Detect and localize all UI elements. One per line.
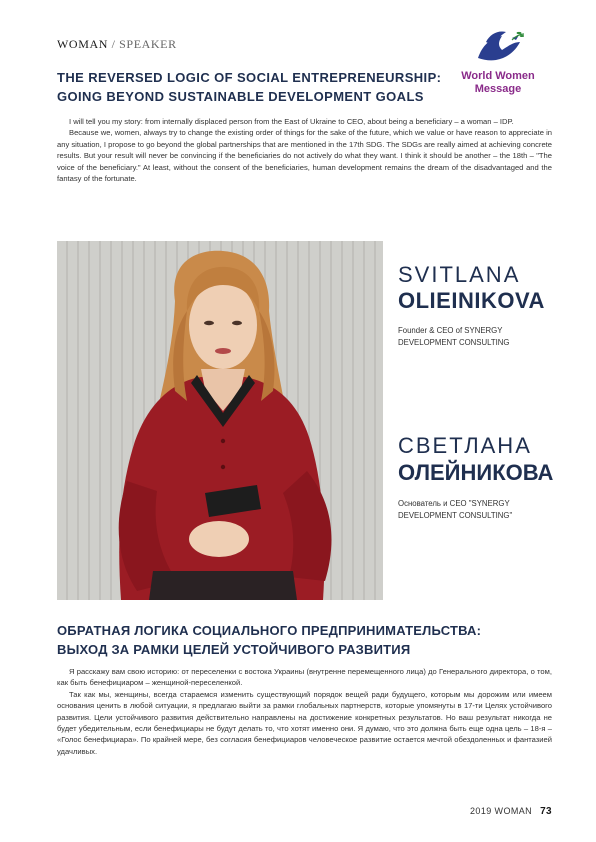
article-body-ru — [57, 666, 552, 757]
logo-text — [448, 70, 548, 96]
speaker-first-name-ru: СВЕТЛАНА — [398, 433, 532, 458]
section-name: WOMAN — [57, 37, 108, 51]
speaker-role-en — [398, 325, 558, 348]
page-footer — [470, 806, 552, 817]
article-title-ru: ОБРАТНАЯ ЛОГИКА СОЦИАЛЬНОГО ПРЕДПРИНИМАТЕЛЬСТВА: ВЫХОД ЗА РАМКИ ЦЕЛЕЙ УСТОЙЧИВОГО РАЗВИТИЯ — [57, 623, 482, 657]
speaker-role-ru-line-1: Основатель и CEO "SYNERGY — [398, 499, 510, 508]
speaker-last-name-en: OLIEINIKOVA — [398, 288, 545, 313]
paragraph-ru-1: Я расскажу вам свою историю: от переселенки с востока Украины (внутренне перемещенного лица) до Генерального директора, о том, как быть бенефициаром – женщиной-переселенкой. — [57, 667, 552, 688]
logo-line-1: World Women — [461, 70, 535, 82]
portrait-illustration — [57, 241, 383, 600]
logo-line-2: Message — [474, 83, 522, 95]
speaker-last-name-ru: ОЛЕЙНИКОВА — [398, 460, 554, 485]
paragraph-ru-2: Так как мы, женщины, всегда стараемся изменить существующий порядок вещей ради будущего, которым мы дорожим или имеем основания ценить в любой ситуации, я предлагаю выйти за рамки глобальных партнерств, которые упомянуты в 17-ти Целях устойчивого развития. Цели устойчивого развития действительно направлены на достижение конкретных результатов. Но ваш результат никогда не будет убедительным, если бенефициары не будут делать то, что хотят именно они. Я думаю, что это должна быть еще одна цель – 18-я – «Голос бенефициара». По крайней мере, без согласия бенефициаров человеческое развитие остается мечтой обездоленных и фантазией удачливых. — [57, 689, 552, 756]
article-title-en: THE REVERSED LOGIC OF SOCIAL ENTREPRENEURSHIP: GOING BEYOND SUSTAINABLE DEVELOPMENT GOALS — [57, 70, 442, 104]
dove-icon — [472, 28, 524, 70]
speaker-role-en-line-1: Founder & CEO of SYNERGY — [398, 326, 503, 335]
paragraph-en-2: Because we, women, always try to change the existing order of things for the sake of the future, which we value or have reason to appreciate in any situation, I propose to go beyond the global partnerships that are mentioned in the 17th SDG. The SDGs are really aimed at achieving concrete results. But your result will never be convincing if the beneficiaries do not actively do what they want. I think it should be another – the 18th – "The voice of the beneficiary." At least, without the consent of the beneficiaries, human development remains the dream of the disadvantaged and the fantasy of the fortunate. — [57, 128, 552, 184]
paragraph-en-1: I will tell you my story: from internally displaced person from the East of Ukraine to CEO, about being a beneficiary – a woman – IDP. — [69, 117, 514, 126]
subsection-name: SPEAKER — [119, 37, 177, 51]
section-label — [57, 37, 177, 52]
speaker-role-ru — [398, 498, 558, 521]
speaker-photo — [57, 241, 383, 600]
speaker-first-name-en: SVITLANA — [398, 262, 521, 287]
world-women-message-logo — [448, 28, 548, 106]
publication-name: 2019 WOMAN — [470, 806, 533, 816]
page-number: 73 — [540, 806, 552, 817]
speaker-role-ru-line-2: DEVELOPMENT CONSULTING" — [398, 510, 513, 520]
article-body-en — [57, 116, 552, 184]
section-separator: / — [108, 37, 120, 51]
speaker-role-en-line-2: DEVELOPMENT CONSULTING — [398, 337, 510, 347]
